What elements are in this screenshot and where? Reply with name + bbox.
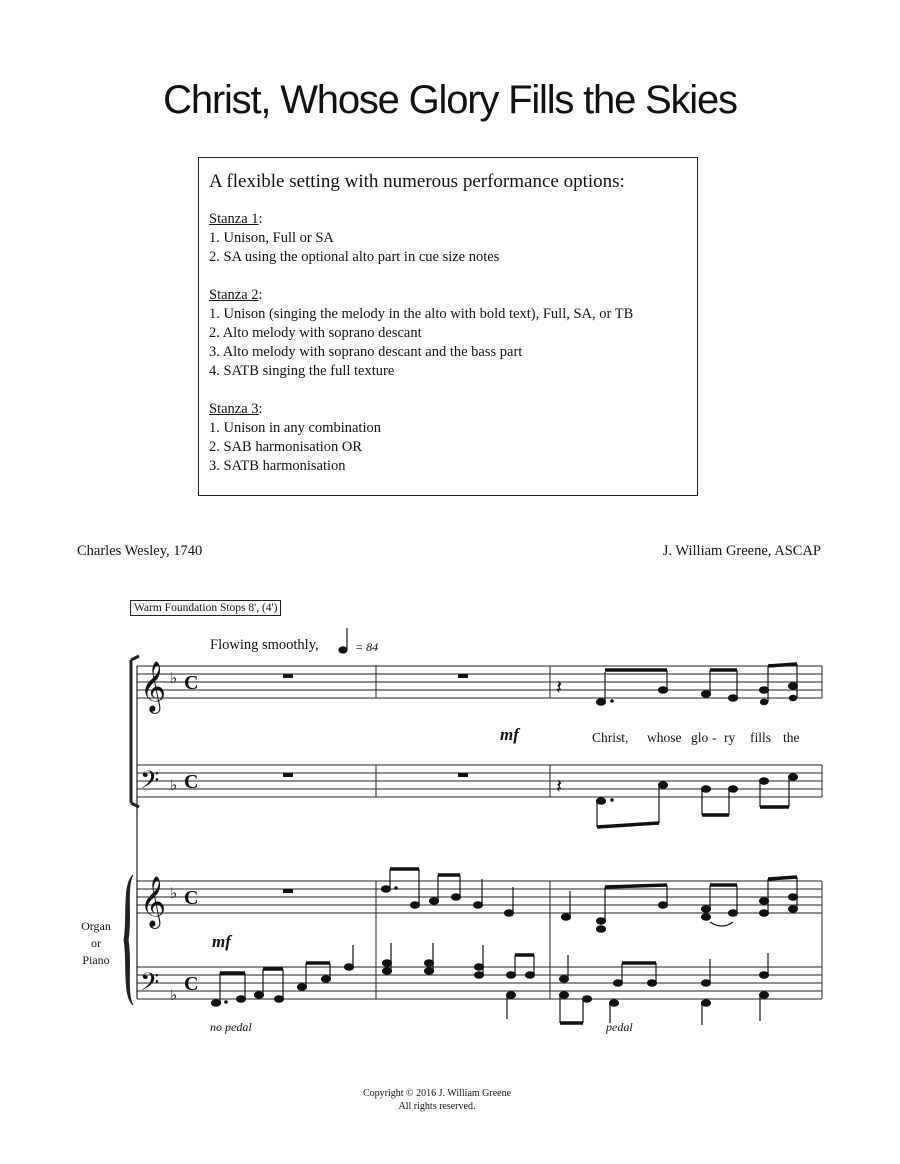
- option-item: 2. SA using the optional alto part in cue size notes: [209, 249, 500, 265]
- option-item: 2. SAB harmonisation OR: [209, 439, 363, 455]
- stanza-label: Stanza 2: [209, 287, 259, 303]
- registration-box: Warm Foundation Stops 8', (4'): [130, 600, 281, 616]
- staff-bass-voice: [137, 765, 822, 797]
- bass-voice-notes: [597, 774, 798, 827]
- stanza-3-block: Stanza 3: 1. Unison in any combination 2. SAB harmonisation OR 3. SATB harmonisation: [209, 401, 381, 474]
- option-item: 3. Alto melody with soprano descant and the bass part: [209, 344, 523, 360]
- svg-text:C: C: [184, 672, 199, 694]
- organ-bass-notes: [212, 943, 769, 1025]
- option-item: 1. Unison in any combination: [209, 420, 381, 436]
- bass-clef-icon: 𝄢: [140, 766, 160, 801]
- quarter-note-icon: [339, 628, 347, 653]
- svg-text:C: C: [184, 771, 199, 793]
- choir-dynamic: mf: [500, 725, 519, 744]
- stanza-label: Stanza 3: [209, 401, 259, 417]
- lyric-syllable: fills: [750, 730, 772, 745]
- pedal-marking: pedal: [606, 1020, 633, 1034]
- lyric-syllable: ry: [724, 730, 736, 745]
- svg-text:C: C: [184, 887, 199, 909]
- lyric-syllable: glo: [691, 730, 709, 745]
- tempo-marking: Flowing smoothly,: [210, 637, 319, 653]
- lyric-syllable: the: [783, 730, 800, 745]
- lyric-syllable: whose: [647, 730, 682, 745]
- instrument-label: Organ or Piano: [81, 919, 111, 967]
- svg-text:♭: ♭: [170, 986, 178, 1004]
- organ-brace: [124, 875, 133, 1005]
- page-title: Christ, Whose Glory Fills the Skies: [163, 78, 737, 122]
- pedal-marking: no pedal: [210, 1020, 252, 1034]
- options-heading: A flexible setting with numerous performance options:: [209, 171, 625, 192]
- treble-clef-icon: 𝄞: [140, 876, 167, 927]
- organ-dynamic: mf: [212, 932, 231, 951]
- quarter-rest-icon: [556, 675, 562, 798]
- bass-clef-icon: 𝄢: [140, 968, 160, 1003]
- option-item: 4. SATB singing the full texture: [209, 363, 395, 379]
- stanza-1-block: Stanza 1: 1. Unison, Full or SA 2. SA using the optional alto part in cue size notes: [209, 211, 500, 265]
- svg-text:𝄽: 𝄽: [556, 774, 563, 798]
- stanza-label: Stanza 1: [209, 211, 259, 227]
- option-item: 3. SATB harmonisation: [209, 458, 346, 474]
- barlines: [376, 666, 822, 999]
- svg-text:♭: ♭: [170, 669, 178, 687]
- soprano-notes: [597, 664, 798, 705]
- option-item: 2. Alto melody with soprano descant: [209, 325, 422, 341]
- key-signature: [170, 669, 177, 1004]
- music-credit: J. William Greene, ASCAP: [662, 543, 821, 559]
- copyright-notice: Copyright © 2016 J. William Greene All rights reserved.: [362, 1088, 512, 1112]
- svg-text:♭: ♭: [170, 776, 178, 794]
- organ-treble-notes: [382, 869, 798, 932]
- lyric-syllable: -: [712, 730, 717, 745]
- option-item: 1. Unison (singing the melody in the alto with bold text), Full, SA, or TB: [209, 306, 634, 322]
- option-item: 1. Unison, Full or SA: [209, 230, 334, 246]
- svg-text:𝄽: 𝄽: [556, 675, 563, 699]
- lyric-syllable: Christ,: [592, 730, 629, 745]
- svg-text:C: C: [184, 973, 199, 995]
- svg-text:♭: ♭: [170, 884, 178, 902]
- treble-clef-icon: 𝄞: [140, 661, 167, 712]
- stanza-2-block: Stanza 2: 1. Unison (singing the melody in the alto with bold text), Full, SA, or TB 2. Alto melody with soprano descant 3. Alto melody with soprano descant and the bass part 4. SATB singing the full texture: [209, 287, 634, 379]
- tempo-value: = 84: [355, 640, 379, 654]
- text-credit: Charles Wesley, 1740: [77, 543, 203, 559]
- time-signature: [184, 672, 198, 995]
